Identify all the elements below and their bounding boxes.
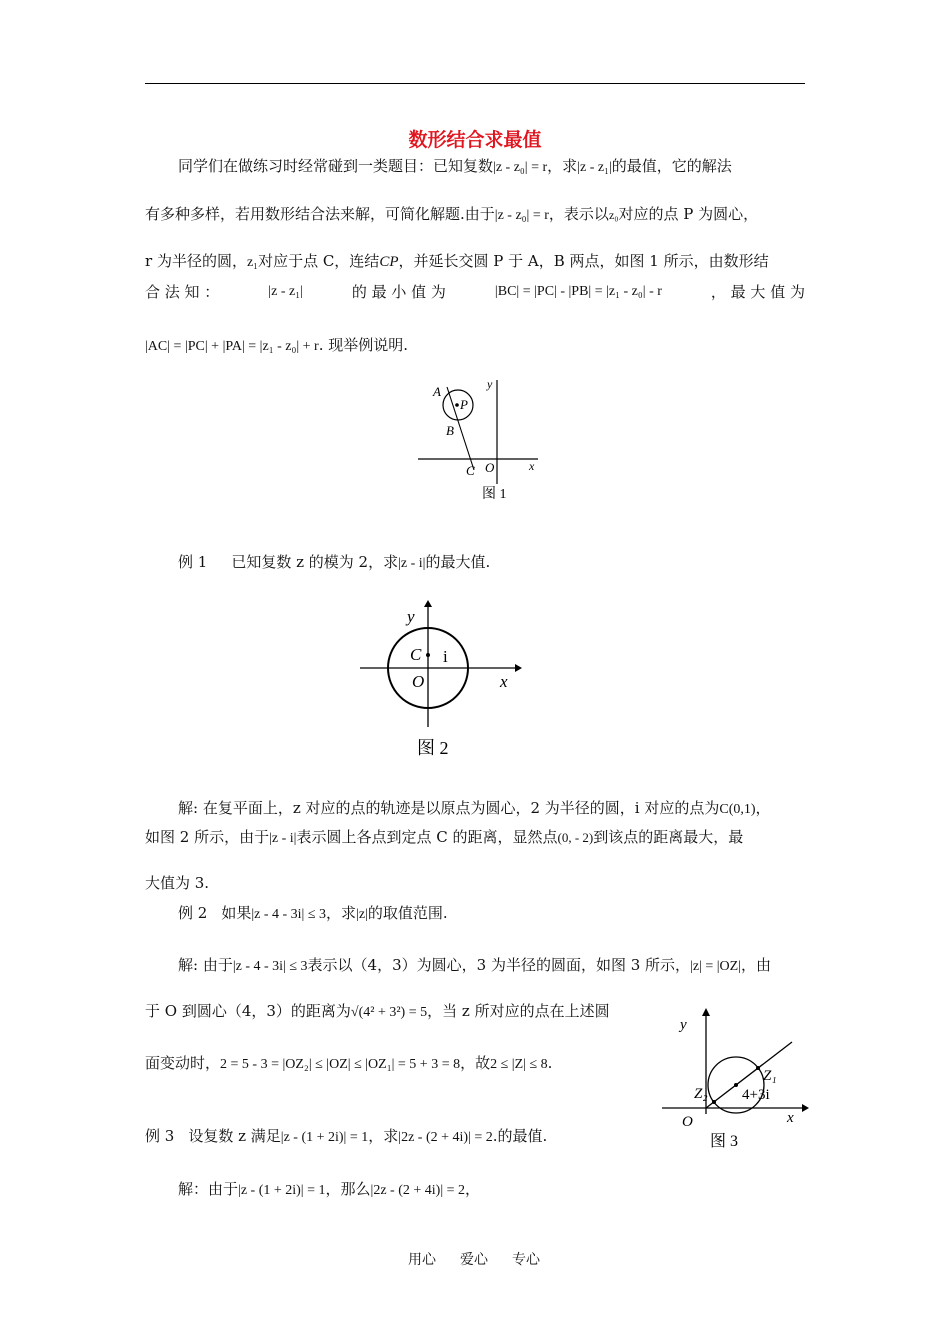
fig1-label-x: x (529, 459, 535, 473)
fig1-label-y: y (487, 377, 493, 391)
math-expr: C(0,1) (719, 802, 756, 817)
intro-text: ， 最 大 值 为 (710, 283, 805, 301)
fig3-y-arrow (702, 1008, 710, 1016)
example-text: ，求 (368, 1127, 399, 1145)
fig3-point-z2 (712, 1100, 716, 1104)
example-label: 例 3 (145, 1127, 175, 1145)
solution-text: 解: 由于 (178, 956, 233, 974)
math-expr: z₀ (608, 208, 619, 222)
intro-text: 的最值，它的解法 (611, 157, 732, 175)
solution-2-line-3 (145, 1053, 552, 1075)
header-rule (145, 83, 805, 84)
solution-text: ，故 (460, 1054, 491, 1072)
math-expr: |z - i| (269, 831, 297, 846)
figure-2 (355, 597, 525, 762)
solution-text: 表示圆上各点到定点 C 的距离，显然点 (296, 828, 558, 846)
fig2-x-arrow (515, 664, 522, 672)
example-2 (178, 903, 448, 925)
footer (408, 1249, 540, 1269)
example-1 (178, 552, 490, 574)
intro-text: 有多种多样，若用数形结合法来解，可简化解题.由于 (145, 205, 495, 223)
intro-text: . 现举例说明. (318, 336, 409, 354)
figure-3 (660, 1004, 810, 1154)
solution-text: . (547, 1054, 553, 1072)
math-expr: |BC| = |PC| - |PB| = |z₁ - z₀| - r (494, 284, 662, 299)
solution-1-line-2 (145, 827, 743, 849)
fig3-label-o: O (682, 1114, 693, 1130)
fig3-center-point (734, 1083, 738, 1087)
solution-text: 解：由于 (178, 1180, 239, 1198)
math-expr: 2 ≤ |Z| ≤ 8 (490, 1057, 548, 1072)
fig3-point-z1 (756, 1066, 760, 1070)
solution-text: 到该点的距离最大，最 (593, 828, 744, 846)
fig1-label-c: C (466, 463, 475, 478)
figure-1 (410, 372, 550, 507)
fig1-label-b: B (446, 423, 454, 438)
example-text: .的最值. (492, 1127, 548, 1145)
example-text: 的最大值. (425, 553, 491, 571)
math-expr: |z| (356, 907, 368, 922)
solution-text: ， (465, 1180, 481, 1198)
solution-text: ，由 (741, 956, 772, 974)
solution-text: 面变动时， (145, 1054, 221, 1072)
solution-text: 表示以（4，3）为圆心，3 为半径的圆面，如图 3 所示， (307, 956, 691, 974)
math-expr: |2z - (2 + 4i)| = 2 (370, 1183, 466, 1198)
math-expr: (0, - 2) (557, 830, 594, 845)
intro-line-2 (145, 204, 758, 226)
intro-text: 的 最 小 值 为 (351, 283, 446, 301)
example-label: 例 1 (178, 553, 208, 571)
intro-line-5 (145, 335, 408, 357)
footer-text: 用心 (408, 1252, 436, 1268)
math-expr: |z - (1 + 2i)| = 1 (280, 1130, 369, 1145)
solution-text: 解: 在复平面上，z 对应的点的轨迹是以原点为圆心，2 为半径的圆，i 对应的点为 (178, 799, 720, 817)
math-expr: z₁ (246, 255, 259, 270)
footer-text: 爱心 (460, 1252, 488, 1268)
intro-text: ，求 (547, 157, 578, 175)
example-text: 的取值范围. (367, 904, 448, 922)
math-expr: 2 = 5 - 3 = |OZ₂| ≤ |OZ| ≤ |OZ₁| = 5 + 3 = 8 (220, 1057, 461, 1072)
fig3-caption: 图 3 (710, 1133, 739, 1150)
fig2-label-c: C (410, 645, 422, 664)
math-expr: |z - 4 - 3i| ≤ 3 (232, 959, 308, 974)
intro-line-4 (145, 282, 805, 302)
math-expr: |z - z₁| (577, 160, 612, 175)
solution-1-line-1 (178, 798, 771, 820)
math-expr: |z - (1 + 2i)| = 1 (238, 1183, 326, 1198)
fig2-caption: 图 2 (417, 738, 449, 758)
fig2-y-arrow (424, 600, 432, 607)
fig1-label-o: O (485, 460, 495, 475)
math-expr: |z - i| (398, 556, 426, 571)
fig3-x-arrow (802, 1104, 809, 1112)
fig3-label-center: 4+3i (742, 1087, 770, 1103)
intro-text: r 为半径的圆， (145, 252, 247, 270)
fig2-point-c (426, 653, 430, 657)
fig1-label-p: P (460, 397, 468, 412)
math-expr: |AC| = |PC| + |PA| = |z₁ - z₀| + r (145, 339, 319, 354)
fig2-label-y: y (407, 607, 415, 626)
solution-text: ， (755, 799, 771, 817)
intro-text: ，并延长交圆 P 于 A，B 两点，如图 1 所示，由数形结 (398, 252, 769, 270)
fig3-label-x: x (787, 1110, 794, 1126)
intro-line-3 (145, 251, 769, 273)
fig3-label-z1: Z₁ (763, 1068, 777, 1084)
fig3-label-z2: Z₂ (694, 1086, 708, 1102)
solution-text: ，那么 (325, 1180, 371, 1198)
example-label: 例 2 (178, 904, 208, 922)
solution-3-line-1 (178, 1179, 480, 1201)
math-expr: |2z - (2 + 4i)| = 2 (398, 1130, 493, 1145)
fig1-label-a: A (433, 384, 441, 399)
footer-text: 专心 (512, 1252, 540, 1268)
example-3 (145, 1126, 547, 1148)
solution-1-line-3: 大值为 3. (145, 874, 210, 892)
intro-text: 对应的点 P 为圆心， (618, 205, 759, 223)
intro-line-1 (178, 156, 732, 178)
intro-text: 对应于点 C，连结 (258, 252, 380, 270)
fig3-label-y: y (680, 1017, 687, 1033)
example-text: ，求 (326, 904, 357, 922)
math-expr: |z - 4 - 3i| ≤ 3 (251, 907, 327, 922)
math-expr: |z - z₀| = r (493, 160, 548, 175)
fig1-caption: 图 1 (482, 487, 507, 502)
fig2-label-o: O (412, 672, 425, 691)
solution-text: 如图 2 所示，由于 (145, 828, 270, 846)
math-expr: |z - z₀| = r (494, 208, 549, 223)
fig2-label-x: x (500, 672, 508, 691)
solution-text: ，当 z 所对应的点在上述圆 (427, 1002, 610, 1020)
intro-text: ，表示以 (548, 205, 609, 223)
fig1-point-p (455, 403, 459, 407)
page-title: 数形结合求最值 (408, 129, 542, 151)
math-expr: √(4² + 3²) = 5 (350, 1005, 428, 1020)
fig2-label-i: i (443, 647, 448, 666)
solution-2-line-2 (145, 1001, 610, 1023)
intro-text: 同学们在做练习时经常碰到一类题目：已知复数 (178, 157, 494, 175)
solution-text: 于 O 到圆心（4，3）的距离为 (145, 1002, 351, 1020)
example-text: 如果 (221, 904, 252, 922)
intro-text: 合 法 知 ： (145, 283, 220, 301)
math-expr: CP (379, 254, 399, 270)
math-expr: |z - z₁| (268, 284, 303, 299)
math-expr: |z| = |OZ| (690, 959, 742, 974)
example-text: 已知复数 z 的模为 2，求 (231, 553, 399, 571)
solution-2-line-1 (178, 955, 771, 977)
example-text: 设复数 z 满足 (188, 1127, 281, 1145)
